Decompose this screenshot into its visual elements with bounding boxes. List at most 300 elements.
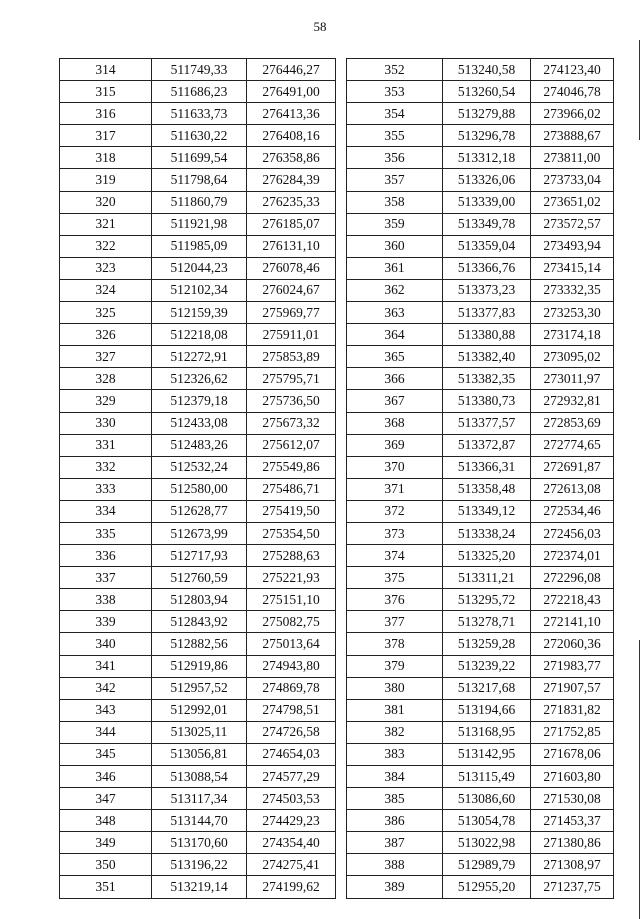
x-coordinate-cell: 513296,78 xyxy=(443,125,531,147)
y-coordinate-cell: 273493,94 xyxy=(531,235,614,257)
point-number-cell: 345 xyxy=(60,743,152,765)
x-coordinate-cell: 511686,23 xyxy=(152,81,247,103)
x-coordinate-cell: 512882,56 xyxy=(152,633,247,655)
table-row xyxy=(60,257,336,279)
table-row xyxy=(60,545,336,567)
x-coordinate-cell: 512673,99 xyxy=(152,522,247,544)
y-coordinate-cell: 272774,65 xyxy=(531,434,614,456)
x-coordinate-cell: 513311,21 xyxy=(443,567,531,589)
y-coordinate-cell: 271380,86 xyxy=(531,832,614,854)
y-coordinate-cell: 275673,32 xyxy=(247,412,336,434)
x-coordinate-cell: 513339,00 xyxy=(443,191,531,213)
point-number-cell: 365 xyxy=(347,346,443,368)
point-number-cell: 377 xyxy=(347,611,443,633)
x-coordinate-cell: 513168,95 xyxy=(443,721,531,743)
table-row xyxy=(347,390,614,412)
point-number-cell: 331 xyxy=(60,434,152,456)
x-coordinate-cell: 512433,08 xyxy=(152,412,247,434)
point-number-cell: 379 xyxy=(347,655,443,677)
x-coordinate-cell: 511633,73 xyxy=(152,103,247,125)
point-number-cell: 352 xyxy=(347,59,443,81)
x-coordinate-cell: 513279,88 xyxy=(443,103,531,125)
x-coordinate-cell: 512102,34 xyxy=(152,279,247,301)
x-coordinate-cell: 513240,58 xyxy=(443,59,531,81)
x-coordinate-cell: 512957,52 xyxy=(152,677,247,699)
y-coordinate-cell: 275354,50 xyxy=(247,522,336,544)
y-coordinate-cell: 276446,27 xyxy=(247,59,336,81)
point-number-cell: 373 xyxy=(347,522,443,544)
table-row xyxy=(60,832,336,854)
table-row xyxy=(347,500,614,522)
x-coordinate-cell: 513380,73 xyxy=(443,390,531,412)
x-coordinate-cell: 512326,62 xyxy=(152,368,247,390)
x-coordinate-cell: 512272,91 xyxy=(152,346,247,368)
table-row xyxy=(60,434,336,456)
x-coordinate-cell: 513326,06 xyxy=(443,169,531,191)
y-coordinate-cell: 271752,85 xyxy=(531,721,614,743)
table-row xyxy=(347,677,614,699)
x-coordinate-cell: 513196,22 xyxy=(152,854,247,876)
y-coordinate-cell: 275419,50 xyxy=(247,500,336,522)
point-number-cell: 388 xyxy=(347,854,443,876)
y-coordinate-cell: 271530,08 xyxy=(531,788,614,810)
point-number-cell: 356 xyxy=(347,147,443,169)
table-row xyxy=(60,324,336,346)
x-coordinate-cell: 513366,31 xyxy=(443,456,531,478)
point-number-cell: 360 xyxy=(347,235,443,257)
table-row xyxy=(60,412,336,434)
table-row xyxy=(347,788,614,810)
y-coordinate-cell: 272456,03 xyxy=(531,522,614,544)
y-coordinate-cell: 276024,67 xyxy=(247,279,336,301)
x-coordinate-cell: 513142,95 xyxy=(443,743,531,765)
table-row xyxy=(60,611,336,633)
table-row xyxy=(60,699,336,721)
y-coordinate-cell: 272691,87 xyxy=(531,456,614,478)
y-coordinate-cell: 274869,78 xyxy=(247,677,336,699)
x-coordinate-cell: 513380,88 xyxy=(443,324,531,346)
x-coordinate-cell: 512919,86 xyxy=(152,655,247,677)
point-number-cell: 358 xyxy=(347,191,443,213)
point-number-cell: 383 xyxy=(347,743,443,765)
y-coordinate-cell: 271237,75 xyxy=(531,876,614,898)
point-number-cell: 362 xyxy=(347,279,443,301)
x-coordinate-cell: 512532,24 xyxy=(152,456,247,478)
table-row xyxy=(347,854,614,876)
point-number-cell: 382 xyxy=(347,721,443,743)
table-row xyxy=(60,279,336,301)
x-coordinate-cell: 513295,72 xyxy=(443,589,531,611)
point-number-cell: 368 xyxy=(347,412,443,434)
table-row xyxy=(60,721,336,743)
y-coordinate-cell: 272932,81 xyxy=(531,390,614,412)
table-row xyxy=(347,235,614,257)
point-number-cell: 361 xyxy=(347,257,443,279)
point-number-cell: 357 xyxy=(347,169,443,191)
x-coordinate-cell: 513239,22 xyxy=(443,655,531,677)
x-coordinate-cell: 513259,28 xyxy=(443,633,531,655)
point-number-cell: 314 xyxy=(60,59,152,81)
table-row xyxy=(347,743,614,765)
x-coordinate-cell: 512379,18 xyxy=(152,390,247,412)
point-number-cell: 318 xyxy=(60,147,152,169)
x-coordinate-cell: 513366,76 xyxy=(443,257,531,279)
x-coordinate-cell: 513382,35 xyxy=(443,368,531,390)
y-coordinate-cell: 272218,43 xyxy=(531,589,614,611)
point-number-cell: 363 xyxy=(347,302,443,324)
x-coordinate-cell: 513377,57 xyxy=(443,412,531,434)
y-coordinate-cell: 273415,14 xyxy=(531,257,614,279)
y-coordinate-cell: 275151,10 xyxy=(247,589,336,611)
table-row xyxy=(347,721,614,743)
point-number-cell: 378 xyxy=(347,633,443,655)
y-coordinate-cell: 273253,30 xyxy=(531,302,614,324)
table-row xyxy=(60,788,336,810)
y-coordinate-cell: 272853,69 xyxy=(531,412,614,434)
x-coordinate-cell: 513260,54 xyxy=(443,81,531,103)
table-row xyxy=(347,876,614,898)
point-number-cell: 367 xyxy=(347,390,443,412)
table-row xyxy=(60,191,336,213)
point-number-cell: 369 xyxy=(347,434,443,456)
point-number-cell: 348 xyxy=(60,810,152,832)
point-number-cell: 323 xyxy=(60,257,152,279)
point-number-cell: 330 xyxy=(60,412,152,434)
x-coordinate-cell: 513025,11 xyxy=(152,721,247,743)
table-row xyxy=(347,147,614,169)
y-coordinate-cell: 273733,04 xyxy=(531,169,614,191)
y-coordinate-cell: 271907,57 xyxy=(531,677,614,699)
point-number-cell: 372 xyxy=(347,500,443,522)
point-number-cell: 343 xyxy=(60,699,152,721)
point-number-cell: 344 xyxy=(60,721,152,743)
y-coordinate-cell: 273651,02 xyxy=(531,191,614,213)
x-coordinate-cell: 513338,24 xyxy=(443,522,531,544)
point-number-cell: 389 xyxy=(347,876,443,898)
table-row xyxy=(60,500,336,522)
y-coordinate-cell: 275013,64 xyxy=(247,633,336,655)
y-coordinate-cell: 273332,35 xyxy=(531,279,614,301)
table-row xyxy=(60,81,336,103)
point-number-cell: 338 xyxy=(60,589,152,611)
table-row xyxy=(60,346,336,368)
x-coordinate-cell: 513377,83 xyxy=(443,302,531,324)
point-number-cell: 334 xyxy=(60,500,152,522)
table-row xyxy=(60,633,336,655)
point-number-cell: 324 xyxy=(60,279,152,301)
table-row xyxy=(347,412,614,434)
y-coordinate-cell: 272296,08 xyxy=(531,567,614,589)
table-row xyxy=(60,302,336,324)
y-coordinate-cell: 273966,02 xyxy=(531,103,614,125)
table-row xyxy=(347,125,614,147)
point-number-cell: 346 xyxy=(60,766,152,788)
point-number-cell: 351 xyxy=(60,876,152,898)
y-coordinate-cell: 273888,67 xyxy=(531,125,614,147)
x-coordinate-cell: 513056,81 xyxy=(152,743,247,765)
x-coordinate-cell: 513117,34 xyxy=(152,788,247,810)
point-number-cell: 347 xyxy=(60,788,152,810)
y-coordinate-cell: 274275,41 xyxy=(247,854,336,876)
x-coordinate-cell: 513194,66 xyxy=(443,699,531,721)
x-coordinate-cell: 513086,60 xyxy=(443,788,531,810)
table-row xyxy=(60,677,336,699)
y-coordinate-cell: 276284,39 xyxy=(247,169,336,191)
x-coordinate-cell: 512159,39 xyxy=(152,302,247,324)
y-coordinate-cell: 271678,06 xyxy=(531,743,614,765)
table-row xyxy=(347,257,614,279)
y-coordinate-cell: 276185,07 xyxy=(247,213,336,235)
y-coordinate-cell: 274943,80 xyxy=(247,655,336,677)
y-coordinate-cell: 274123,40 xyxy=(531,59,614,81)
x-coordinate-cell: 511630,22 xyxy=(152,125,247,147)
point-number-cell: 322 xyxy=(60,235,152,257)
table-row xyxy=(347,324,614,346)
table-row xyxy=(60,854,336,876)
y-coordinate-cell: 275549,86 xyxy=(247,456,336,478)
y-coordinate-cell: 275486,71 xyxy=(247,478,336,500)
table-row xyxy=(347,59,614,81)
x-coordinate-cell: 512803,94 xyxy=(152,589,247,611)
point-number-cell: 340 xyxy=(60,633,152,655)
point-number-cell: 364 xyxy=(347,324,443,346)
point-number-cell: 349 xyxy=(60,832,152,854)
table-row xyxy=(60,456,336,478)
point-number-cell: 385 xyxy=(347,788,443,810)
y-coordinate-cell: 275853,89 xyxy=(247,346,336,368)
y-coordinate-cell: 272534,46 xyxy=(531,500,614,522)
y-coordinate-cell: 275969,77 xyxy=(247,302,336,324)
table-row xyxy=(60,213,336,235)
x-coordinate-cell: 512218,08 xyxy=(152,324,247,346)
table-row xyxy=(60,103,336,125)
point-number-cell: 386 xyxy=(347,810,443,832)
y-coordinate-cell: 271453,37 xyxy=(531,810,614,832)
y-coordinate-cell: 274577,29 xyxy=(247,766,336,788)
table-row xyxy=(347,434,614,456)
x-coordinate-cell: 513312,18 xyxy=(443,147,531,169)
x-coordinate-cell: 513144,70 xyxy=(152,810,247,832)
x-coordinate-cell: 513115,49 xyxy=(443,766,531,788)
point-number-cell: 342 xyxy=(60,677,152,699)
x-coordinate-cell: 513358,48 xyxy=(443,478,531,500)
point-number-cell: 371 xyxy=(347,478,443,500)
x-coordinate-cell: 512992,01 xyxy=(152,699,247,721)
table-row xyxy=(347,169,614,191)
point-number-cell: 332 xyxy=(60,456,152,478)
point-number-cell: 350 xyxy=(60,854,152,876)
point-number-cell: 325 xyxy=(60,302,152,324)
y-coordinate-cell: 276235,33 xyxy=(247,191,336,213)
table-row xyxy=(347,611,614,633)
point-number-cell: 337 xyxy=(60,567,152,589)
point-number-cell: 355 xyxy=(347,125,443,147)
table-row xyxy=(347,522,614,544)
table-row xyxy=(347,810,614,832)
y-coordinate-cell: 275795,71 xyxy=(247,368,336,390)
y-coordinate-cell: 274429,23 xyxy=(247,810,336,832)
coordinate-table-right xyxy=(346,58,614,899)
y-coordinate-cell: 273011,97 xyxy=(531,368,614,390)
y-coordinate-cell: 272613,08 xyxy=(531,478,614,500)
x-coordinate-cell: 513054,78 xyxy=(443,810,531,832)
x-coordinate-cell: 512843,92 xyxy=(152,611,247,633)
point-number-cell: 336 xyxy=(60,545,152,567)
y-coordinate-cell: 273095,02 xyxy=(531,346,614,368)
point-number-cell: 387 xyxy=(347,832,443,854)
table-row xyxy=(347,766,614,788)
table-row xyxy=(347,456,614,478)
point-number-cell: 317 xyxy=(60,125,152,147)
y-coordinate-cell: 276078,46 xyxy=(247,257,336,279)
x-coordinate-cell: 513349,78 xyxy=(443,213,531,235)
x-coordinate-cell: 513325,20 xyxy=(443,545,531,567)
point-number-cell: 321 xyxy=(60,213,152,235)
x-coordinate-cell: 511699,54 xyxy=(152,147,247,169)
point-number-cell: 370 xyxy=(347,456,443,478)
y-coordinate-cell: 273811,00 xyxy=(531,147,614,169)
x-coordinate-cell: 513349,12 xyxy=(443,500,531,522)
page-number: 58 xyxy=(313,19,327,34)
point-number-cell: 375 xyxy=(347,567,443,589)
y-coordinate-cell: 273572,57 xyxy=(531,213,614,235)
table-row xyxy=(347,832,614,854)
table-row xyxy=(347,103,614,125)
x-coordinate-cell: 512580,00 xyxy=(152,478,247,500)
table-row xyxy=(60,655,336,677)
point-number-cell: 315 xyxy=(60,81,152,103)
table-row xyxy=(60,368,336,390)
point-number-cell: 319 xyxy=(60,169,152,191)
table-row xyxy=(60,147,336,169)
table-row xyxy=(347,545,614,567)
table-row xyxy=(60,478,336,500)
point-number-cell: 374 xyxy=(347,545,443,567)
point-number-cell: 333 xyxy=(60,478,152,500)
y-coordinate-cell: 274199,62 xyxy=(247,876,336,898)
table-row xyxy=(60,810,336,832)
table-row xyxy=(60,589,336,611)
y-coordinate-cell: 271308,97 xyxy=(531,854,614,876)
y-coordinate-cell: 274798,51 xyxy=(247,699,336,721)
y-coordinate-cell: 275221,93 xyxy=(247,567,336,589)
y-coordinate-cell: 276413,36 xyxy=(247,103,336,125)
point-number-cell: 359 xyxy=(347,213,443,235)
point-number-cell: 341 xyxy=(60,655,152,677)
y-coordinate-cell: 276131,10 xyxy=(247,235,336,257)
table-row xyxy=(60,522,336,544)
table-row xyxy=(347,191,614,213)
point-number-cell: 376 xyxy=(347,589,443,611)
y-coordinate-cell: 275082,75 xyxy=(247,611,336,633)
x-coordinate-cell: 511985,09 xyxy=(152,235,247,257)
point-number-cell: 335 xyxy=(60,522,152,544)
y-coordinate-cell: 274354,40 xyxy=(247,832,336,854)
x-coordinate-cell: 512628,77 xyxy=(152,500,247,522)
point-number-cell: 320 xyxy=(60,191,152,213)
x-coordinate-cell: 512989,79 xyxy=(443,854,531,876)
x-coordinate-cell: 512760,59 xyxy=(152,567,247,589)
y-coordinate-cell: 274726,58 xyxy=(247,721,336,743)
y-coordinate-cell: 274046,78 xyxy=(531,81,614,103)
y-coordinate-cell: 275612,07 xyxy=(247,434,336,456)
table-row xyxy=(60,125,336,147)
table-row xyxy=(347,279,614,301)
point-number-cell: 316 xyxy=(60,103,152,125)
point-number-cell: 380 xyxy=(347,677,443,699)
y-coordinate-cell: 272141,10 xyxy=(531,611,614,633)
table-row xyxy=(347,567,614,589)
point-number-cell: 326 xyxy=(60,324,152,346)
point-number-cell: 354 xyxy=(347,103,443,125)
x-coordinate-cell: 511860,79 xyxy=(152,191,247,213)
x-coordinate-cell: 512955,20 xyxy=(443,876,531,898)
table-row xyxy=(60,766,336,788)
x-coordinate-cell: 512717,93 xyxy=(152,545,247,567)
x-coordinate-cell: 513217,68 xyxy=(443,677,531,699)
point-number-cell: 329 xyxy=(60,390,152,412)
point-number-cell: 353 xyxy=(347,81,443,103)
x-coordinate-cell: 511798,64 xyxy=(152,169,247,191)
point-number-cell: 327 xyxy=(60,346,152,368)
x-coordinate-cell: 513022,98 xyxy=(443,832,531,854)
point-number-cell: 366 xyxy=(347,368,443,390)
table-row xyxy=(347,633,614,655)
x-coordinate-cell: 512483,26 xyxy=(152,434,247,456)
y-coordinate-cell: 273174,18 xyxy=(531,324,614,346)
y-coordinate-cell: 275288,63 xyxy=(247,545,336,567)
x-coordinate-cell: 512044,23 xyxy=(152,257,247,279)
x-coordinate-cell: 511749,33 xyxy=(152,59,247,81)
x-coordinate-cell: 513382,40 xyxy=(443,346,531,368)
table-row xyxy=(347,478,614,500)
y-coordinate-cell: 276358,86 xyxy=(247,147,336,169)
table-row xyxy=(347,699,614,721)
x-coordinate-cell: 513372,87 xyxy=(443,434,531,456)
table-row xyxy=(60,59,336,81)
y-coordinate-cell: 275736,50 xyxy=(247,390,336,412)
table-row xyxy=(60,743,336,765)
x-coordinate-cell: 513170,60 xyxy=(152,832,247,854)
y-coordinate-cell: 276408,16 xyxy=(247,125,336,147)
x-coordinate-cell: 513278,71 xyxy=(443,611,531,633)
coordinate-table-left xyxy=(59,58,336,899)
table-row xyxy=(347,302,614,324)
table-row xyxy=(60,567,336,589)
y-coordinate-cell: 271603,80 xyxy=(531,766,614,788)
table-row xyxy=(60,169,336,191)
x-coordinate-cell: 513359,04 xyxy=(443,235,531,257)
point-number-cell: 339 xyxy=(60,611,152,633)
x-coordinate-cell: 511921,98 xyxy=(152,213,247,235)
y-coordinate-cell: 272060,36 xyxy=(531,633,614,655)
table-row xyxy=(347,81,614,103)
y-coordinate-cell: 271831,82 xyxy=(531,699,614,721)
x-coordinate-cell: 513219,14 xyxy=(152,876,247,898)
y-coordinate-cell: 276491,00 xyxy=(247,81,336,103)
table-row xyxy=(347,346,614,368)
table-row xyxy=(60,876,336,898)
point-number-cell: 384 xyxy=(347,766,443,788)
point-number-cell: 328 xyxy=(60,368,152,390)
y-coordinate-cell: 271983,77 xyxy=(531,655,614,677)
x-coordinate-cell: 513088,54 xyxy=(152,766,247,788)
table-row xyxy=(60,390,336,412)
x-coordinate-cell: 513373,23 xyxy=(443,279,531,301)
table-row xyxy=(60,235,336,257)
y-coordinate-cell: 274654,03 xyxy=(247,743,336,765)
y-coordinate-cell: 272374,01 xyxy=(531,545,614,567)
